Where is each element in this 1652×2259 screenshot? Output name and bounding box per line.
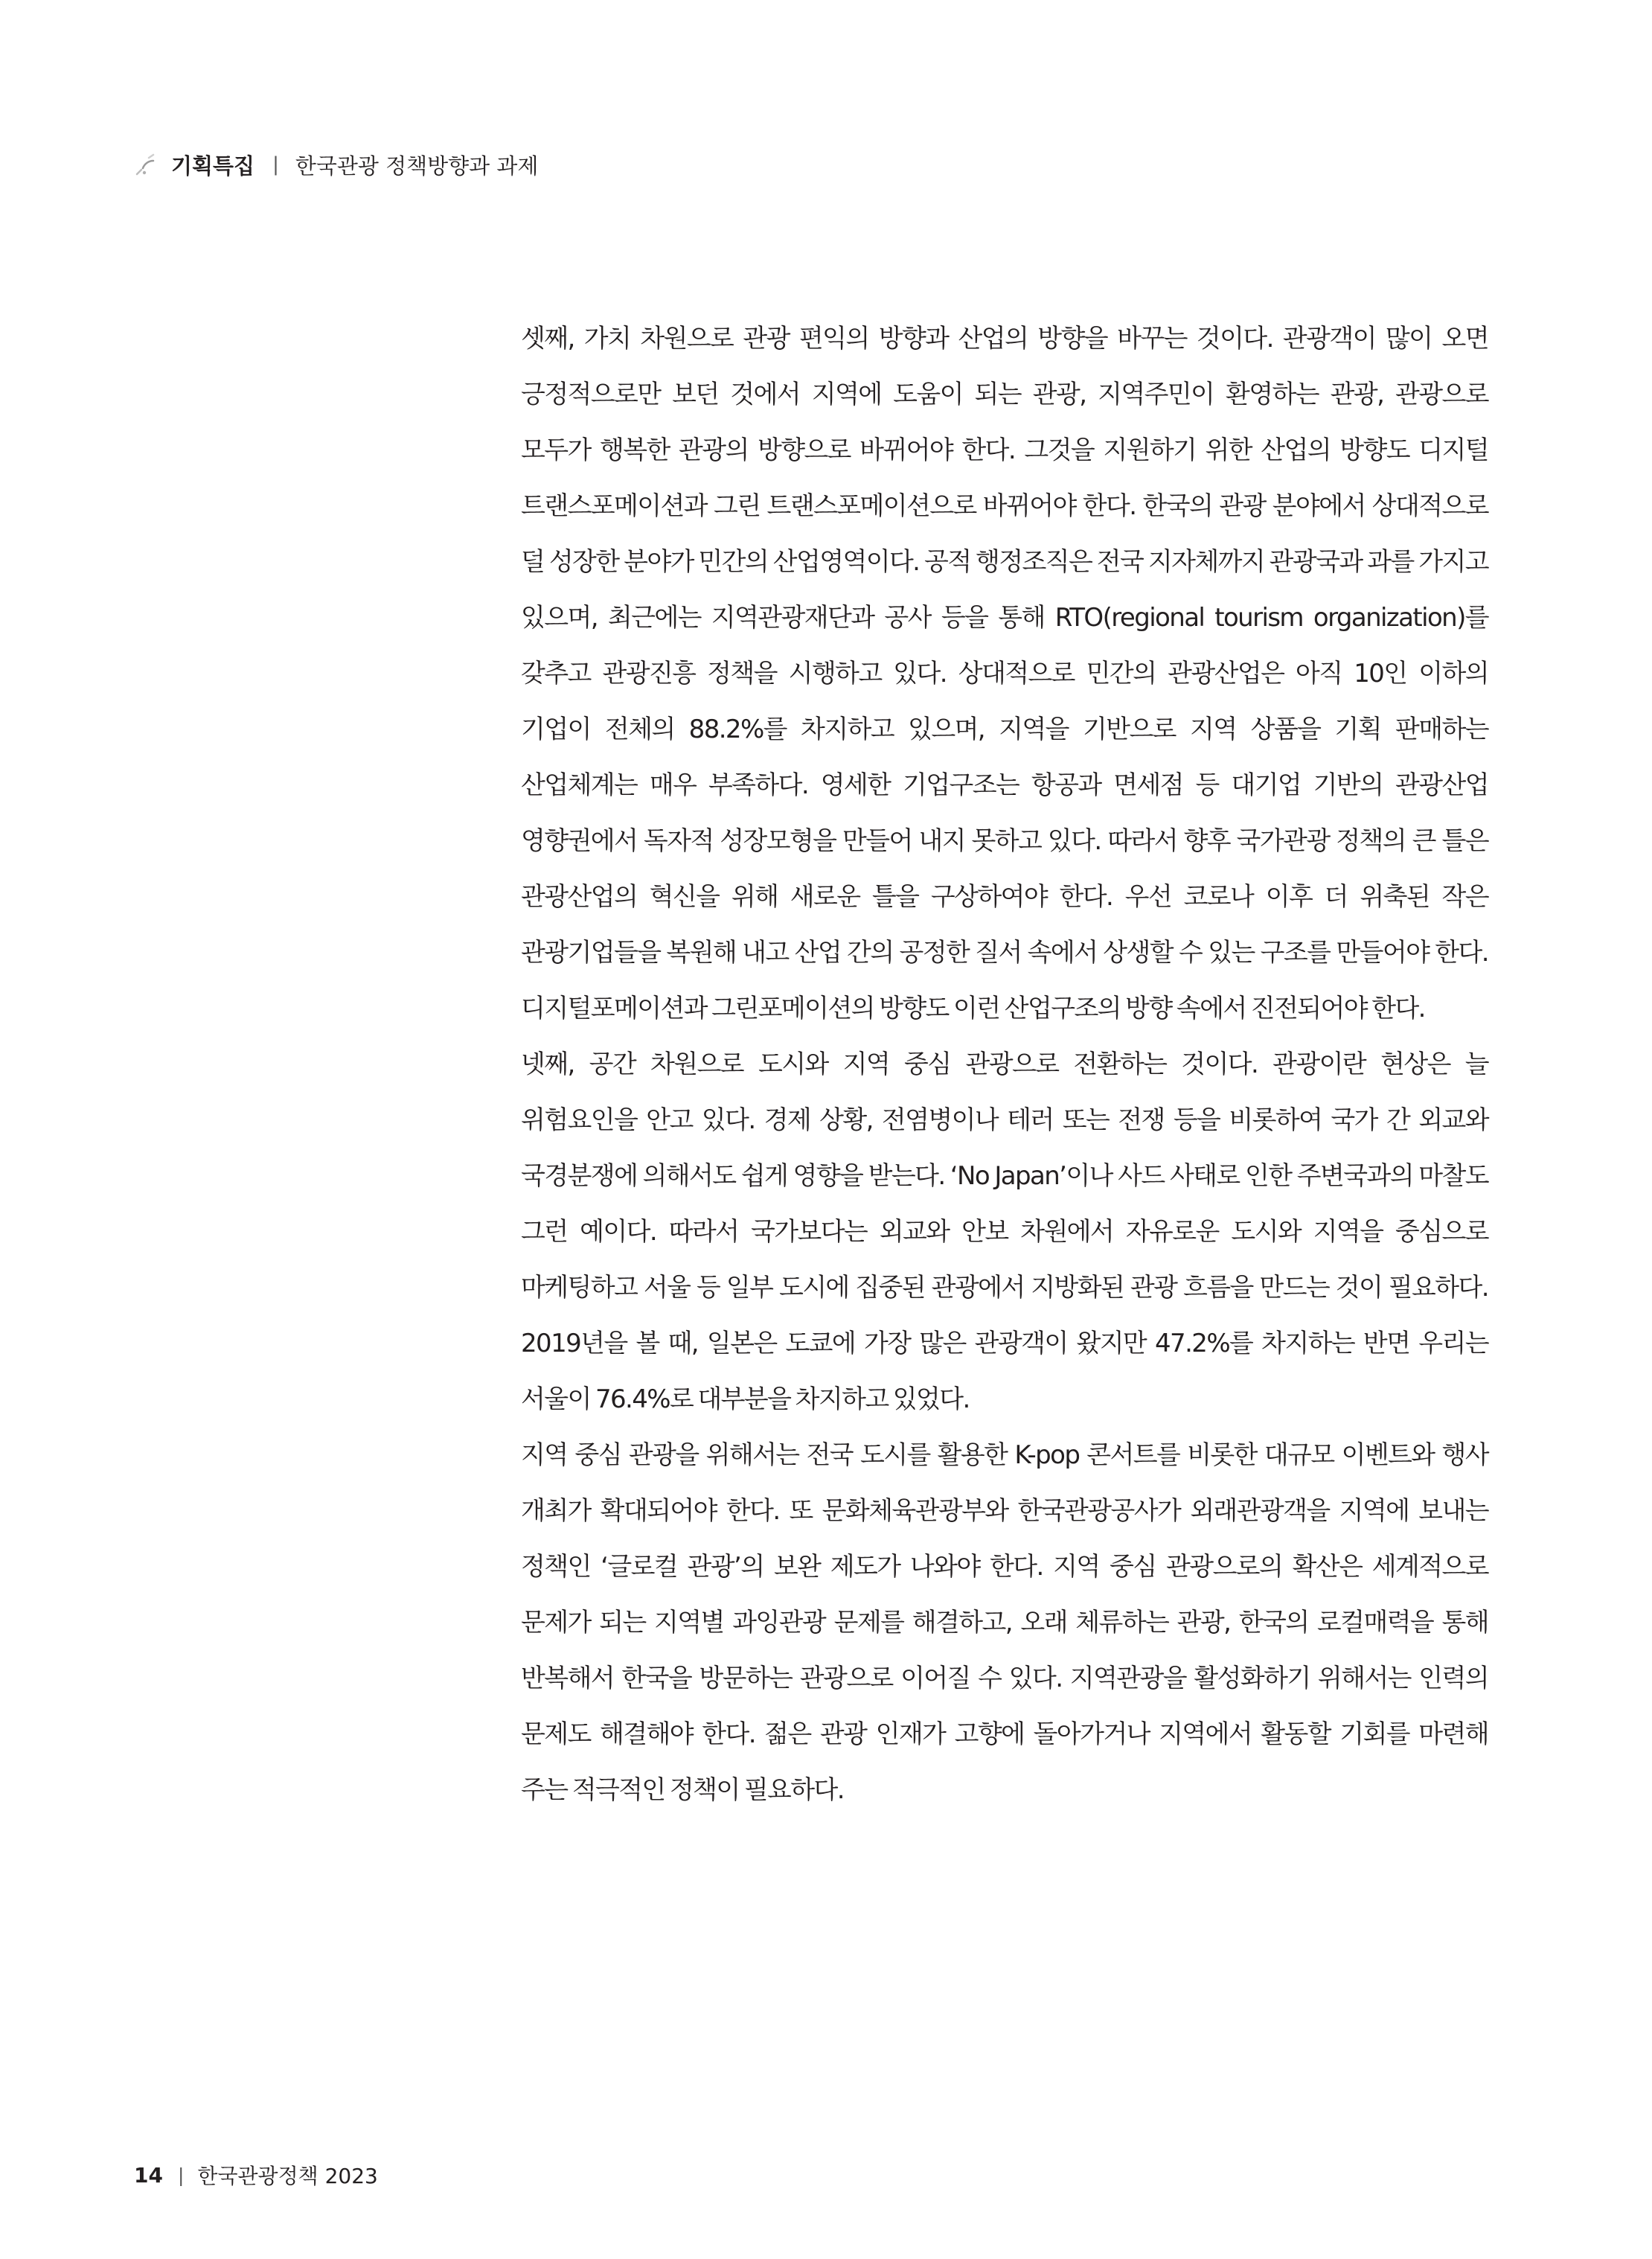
running-header <box>134 146 538 183</box>
issue-title: 한국관광 정책방향과 과제 <box>295 153 539 179</box>
footer-separator: | <box>177 2164 185 2186</box>
paragraph-spatial-direction: 넷째, 공간 차원으로 도시와 지역 중심 관광으로 전환하는 것이다. 관광이란 현상은 늘 위험요인을 안고 있다. 경제 상황, 전염병이나 테러 또는 전쟁 등을 비롯하여 국가 간 외교와 국경분쟁에 의해서도 쉽게 영향을 받는다. ‘No Japan’이나 사드 사태로 인한 주변국과의 마찰도 그런 예이다. 따라서 국가보다는 외교와 안보 차원에서 자유로운 도시와 지역을 중심으로 마케팅하고 서울 등 일부 도시에 집중된 관광에서 지방화된 관광 흐름을 만드는 것이 필요하다. 2019년을 볼 때, 일본은 도쿄에 가장 많은 관광객이 왔지만 47.2%를 차지하는 반면 우리는 서울이 76.4%로 대부분을 차지하고 있었다. <box>521 1049 1488 1414</box>
section-label: 기획특집 <box>171 153 255 179</box>
page-footer <box>134 2159 378 2191</box>
publication-title: 한국관광정책 2023 <box>197 2164 378 2188</box>
section-mark-icon <box>134 152 159 177</box>
paragraph-value-direction: 셋째, 가치 차원으로 관광 편익의 방향과 산업의 방향을 바꾸는 것이다. 관광객이 많이 오면 긍정적으로만 보던 것에서 지역에 도움이 되는 관광, 지역주민이 환영하는 관광, 관광으로 모두가 행복한 관광의 방향으로 바뀌어야 한다. 그것을 지원하기 위한 산업의 방향도 디지털 트랜스포메이션과 그린 트랜스포메이션으로 바뀌어야 한다. 한국의 관광 분야에서 상대적으로 덜 성장한 분야가 민간의 산업영역이다. 공적 행정조직은 전국 지자체까지 관광국과 과를 가지고 있으며, 최근에는 지역관광재단과 공사 등을 통해 RTO(regional tourism organization)를 갖추고 관광진흥 정책을 시행하고 있다. 상대적으로 민간의 관광산업은 아직 10인 이하의 기업이 전체의 88.2%를 차지하고 있으며, 지역을 기반으로 지역 상품을 기획 판매하는 산업체계는 매우 부족하다. 영세한 기업구조는 항공과 면세점 등 대기업 기반의 관광산업 영향권에서 독자적 성장모형을 만들어 내지 못하고 있다. 따라서 향후 국가관광 정책의 큰 틀은 관광산업의 혁신을 위해 새로운 틀을 구상하여야 한다. 우선 코로나 이후 더 위축된 작은 관광기업들을 복원해 내고 산업 간의 공정한 질서 속에서 상생할 수 있는 구조를 만들어야 한다. 디지털포메이션과 그린포메이션의 방향도 이런 산업구조의 방향 속에서 진전되어야 한다. <box>521 324 1488 1023</box>
header-separator: | <box>272 153 279 176</box>
article-body <box>521 311 1488 1818</box>
page-number: 14 <box>134 2162 163 2188</box>
paragraph-regional-tourism: 지역 중심 관광을 위해서는 전국 도시를 활용한 K-pop 콘서트를 비롯한 대규모 이벤트와 행사 개최가 확대되어야 한다. 또 문화체육관광부와 한국관광공사가 외래관광객을 지역에 보내는 정책인 ‘글로컬 관광’의 보완 제도가 나와야 한다. 지역 중심 관광으로의 확산은 세계적으로 문제가 되는 지역별 과잉관광 문제를 해결하고, 오래 체류하는 관광, 한국의 로컬매력을 통해 반복해서 한국을 방문하는 관광으로 이어질 수 있다. 지역관광을 활성화하기 위해서는 인력의 문제도 해결해야 한다. 젊은 관광 인재가 고향에 돌아가거나 지역에서 활동할 기회를 마련해 주는 적극적인 정책이 필요하다. <box>521 1440 1488 1805</box>
